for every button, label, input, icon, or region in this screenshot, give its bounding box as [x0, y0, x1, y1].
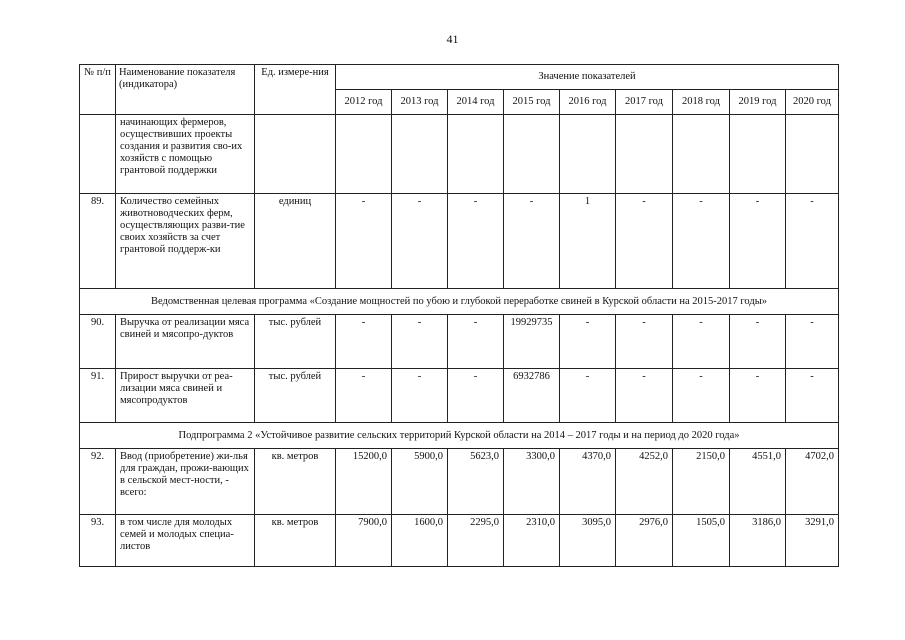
row-unit: единиц	[255, 194, 336, 289]
header-values: Значение показателей	[336, 65, 839, 90]
row-name: Прирост выручки от реа-лизации мяса свиней и мясопродуктов	[116, 369, 255, 423]
row-value: 3095,0	[560, 515, 616, 567]
row-value: 1505,0	[673, 515, 730, 567]
row-value	[392, 115, 448, 194]
year-header: 2016 год	[560, 90, 616, 115]
header-name: Наименование показателя (индикатора)	[116, 65, 255, 115]
row-value	[336, 115, 392, 194]
row-value	[504, 115, 560, 194]
row-value: 2976,0	[616, 515, 673, 567]
row-value: 1600,0	[392, 515, 448, 567]
row-unit: тыс. рублей	[255, 369, 336, 423]
year-header: 2013 год	[392, 90, 448, 115]
row-value	[730, 115, 786, 194]
row-num	[80, 115, 116, 194]
row-value: 4370,0	[560, 449, 616, 515]
row-value: -	[730, 369, 786, 423]
row-num: 93.	[80, 515, 116, 567]
year-header: 2017 год	[616, 90, 673, 115]
row-value: -	[560, 369, 616, 423]
row-value: -	[336, 194, 392, 289]
page-number: 41	[446, 32, 459, 46]
row-value: -	[392, 369, 448, 423]
row-value: -	[730, 315, 786, 369]
row-name: в том числе для молодых семей и молодых специа-листов	[116, 515, 255, 567]
row-value: 4551,0	[730, 449, 786, 515]
table-row	[80, 115, 839, 194]
table-row	[80, 315, 839, 369]
header-row	[80, 65, 839, 90]
row-unit: кв. метров	[255, 449, 336, 515]
row-value: -	[504, 194, 560, 289]
row-value	[673, 115, 730, 194]
row-value: -	[786, 369, 839, 423]
row-value: 1	[560, 194, 616, 289]
year-header: 2014 год	[448, 90, 504, 115]
row-name: Ввод (приобретение) жи-лья для граждан, прожи-вающих в сельской мест-ности, - всего:	[116, 449, 255, 515]
row-value: -	[673, 369, 730, 423]
row-num: 89.	[80, 194, 116, 289]
row-value: 3291,0	[786, 515, 839, 567]
indicators-table	[79, 64, 839, 567]
row-value: -	[448, 315, 504, 369]
section-row	[80, 289, 839, 315]
row-num: 91.	[80, 369, 116, 423]
row-value: 5623,0	[448, 449, 504, 515]
row-value: -	[336, 369, 392, 423]
section-title: Подпрограмма 2 «Устойчивое развитие сельских территорий Курской области на 2014 – 2017 годы и на период до 2020 года»	[80, 423, 839, 449]
table-row	[80, 369, 839, 423]
section-row	[80, 423, 839, 449]
year-header: 2015 год	[504, 90, 560, 115]
row-value: 4702,0	[786, 449, 839, 515]
table-row	[80, 449, 839, 515]
row-value: -	[392, 194, 448, 289]
row-value: -	[448, 369, 504, 423]
row-num: 92.	[80, 449, 116, 515]
section-title: Ведомственная целевая программа «Создание мощностей по убою и глубокой переработке свиней в Курской области на 2015-2017 годы»	[80, 289, 839, 315]
row-value: 2310,0	[504, 515, 560, 567]
row-value: 6932786	[504, 369, 560, 423]
year-header: 2019 год	[730, 90, 786, 115]
header-unit: Ед. измере-ния	[255, 65, 336, 115]
row-value: -	[616, 194, 673, 289]
row-value	[560, 115, 616, 194]
year-header: 2018 год	[673, 90, 730, 115]
row-value	[616, 115, 673, 194]
header-num: № п/п	[80, 65, 116, 115]
row-value: -	[336, 315, 392, 369]
row-value: 15200,0	[336, 449, 392, 515]
row-name: начинающих фермеров, осуществивших проекты создания и развития сво-их хозяйств с помощью грантовой поддержки	[116, 115, 255, 194]
row-value: -	[730, 194, 786, 289]
row-value: 4252,0	[616, 449, 673, 515]
row-value: -	[616, 369, 673, 423]
year-header: 2020 год	[786, 90, 839, 115]
row-value: 5900,0	[392, 449, 448, 515]
row-value: 3186,0	[730, 515, 786, 567]
row-value: 2295,0	[448, 515, 504, 567]
row-value	[448, 115, 504, 194]
row-value: 2150,0	[673, 449, 730, 515]
row-value: -	[392, 315, 448, 369]
row-unit	[255, 115, 336, 194]
row-unit: тыс. рублей	[255, 315, 336, 369]
row-unit: кв. метров	[255, 515, 336, 567]
row-value: -	[786, 315, 839, 369]
row-value: -	[560, 315, 616, 369]
row-value	[786, 115, 839, 194]
table-row	[80, 515, 839, 567]
row-value: -	[673, 315, 730, 369]
row-value: -	[673, 194, 730, 289]
table-row	[80, 194, 839, 289]
row-name: Выручка от реализации мяса свиней и мясопро-дуктов	[116, 315, 255, 369]
row-value: -	[786, 194, 839, 289]
row-value: 19929735	[504, 315, 560, 369]
row-name: Количество семейных животноводческих ферм, осуществляющих разви-тие своих хозяйств за счет грантовой поддерж-ки	[116, 194, 255, 289]
row-value: -	[616, 315, 673, 369]
row-num: 90.	[80, 315, 116, 369]
row-value: -	[448, 194, 504, 289]
row-value: 3300,0	[504, 449, 560, 515]
year-header: 2012 год	[336, 90, 392, 115]
row-value: 7900,0	[336, 515, 392, 567]
